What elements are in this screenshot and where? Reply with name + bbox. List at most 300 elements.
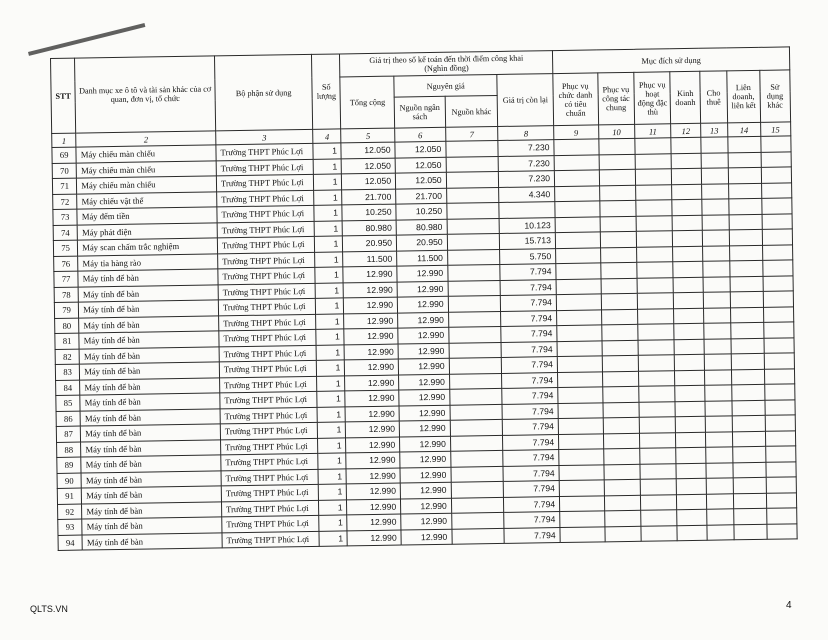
- row-muc-dich-cell: [637, 293, 674, 309]
- row-muc-dich-cell: [639, 417, 676, 433]
- row-quantity: 1: [317, 391, 346, 407]
- row-nguon-ngan-sach: 12.990: [398, 327, 449, 343]
- row-quantity: 1: [314, 174, 343, 190]
- row-muc-dich-cell: [766, 477, 797, 493]
- row-stt: 91: [57, 488, 82, 504]
- row-asset-name: Máy tỉa hàng rào: [78, 253, 218, 271]
- header-so-luong: Số lượng: [312, 54, 342, 129]
- row-muc-dich-cell: [638, 324, 675, 340]
- row-muc-dich-cell: [556, 278, 601, 294]
- column-number: 11: [635, 124, 672, 139]
- row-total: 12.990: [346, 421, 400, 437]
- row-muc-dich-cell: [603, 402, 640, 418]
- row-muc-dich-cell: [731, 307, 764, 323]
- row-total: 12.990: [344, 328, 398, 344]
- row-muc-dich-cell: [701, 152, 729, 168]
- column-number: 5: [341, 128, 395, 143]
- column-number: 13: [700, 123, 728, 137]
- header-gia-tri-con-lai: Giá trị còn lại: [497, 74, 553, 127]
- row-gia-tri-con-lai: 7.794: [500, 264, 556, 280]
- row-muc-dich-cell: [600, 216, 637, 232]
- row-gia-tri-con-lai: 7.794: [502, 357, 558, 373]
- row-department: Trường THPT Phúc Lợi: [219, 345, 316, 362]
- row-stt: 90: [57, 473, 82, 489]
- row-quantity: 1: [313, 143, 342, 159]
- row-nguon-khac: [451, 466, 504, 482]
- row-asset-name: Máy tính để bàn: [79, 331, 219, 349]
- row-muc-dich-cell: [731, 338, 764, 354]
- row-total: 12.990: [346, 437, 400, 453]
- row-muc-dich-cell: [729, 214, 762, 230]
- row-muc-dich-cell: [705, 447, 733, 463]
- row-quantity: 1: [316, 313, 345, 329]
- row-muc-dich-cell: [638, 308, 675, 324]
- row-muc-dich-cell: [677, 525, 707, 541]
- row-muc-dich-cell: [560, 511, 605, 527]
- row-muc-dich-cell: [704, 338, 732, 354]
- row-nguon-khac: [447, 218, 500, 234]
- row-nguon-khac: [446, 187, 499, 203]
- header-gia-tri-title: Giá trị theo sổ kế toán đến thời điểm công khai: [369, 53, 524, 65]
- row-muc-dich-cell: [554, 139, 599, 155]
- row-nguon-ngan-sach: 20.950: [396, 234, 447, 250]
- row-muc-dich-cell: [641, 525, 678, 541]
- row-department: Trường THPT Phúc Lợi: [219, 314, 316, 331]
- row-muc-dich-cell: [674, 308, 704, 324]
- row-muc-dich-cell: [766, 492, 797, 508]
- row-department: Trường THPT Phúc Lợi: [218, 267, 315, 284]
- row-muc-dich-cell: [705, 431, 733, 447]
- row-muc-dich-cell: [637, 246, 674, 262]
- row-quantity: 1: [313, 158, 342, 174]
- row-muc-dich-cell: [733, 477, 766, 493]
- row-department: Trường THPT Phúc Lợi: [220, 407, 317, 424]
- header-md-su-dung-khac: Sử dụng khác: [759, 70, 790, 122]
- row-quantity: 1: [317, 422, 346, 438]
- column-number: 6: [395, 127, 446, 142]
- row-muc-dich-cell: [556, 294, 601, 310]
- row-muc-dich-cell: [601, 309, 638, 325]
- row-stt: 86: [56, 411, 81, 427]
- row-muc-dich-cell: [599, 200, 636, 216]
- row-nguon-ngan-sach: 12.990: [399, 389, 450, 405]
- row-muc-dich-cell: [703, 307, 731, 323]
- row-nguon-ngan-sach: 12.990: [399, 420, 450, 436]
- row-stt: 82: [55, 349, 80, 365]
- row-muc-dich-cell: [730, 260, 763, 276]
- row-muc-dich-cell: [604, 464, 641, 480]
- row-gia-tri-con-lai: 7.794: [503, 465, 559, 481]
- row-muc-dich-cell: [604, 510, 641, 526]
- row-muc-dich-cell: [560, 526, 605, 542]
- row-muc-dich-cell: [677, 494, 707, 510]
- column-number: 10: [598, 124, 635, 139]
- row-muc-dich-cell: [761, 198, 792, 214]
- row-department: Trường THPT Phúc Lợi: [221, 484, 318, 501]
- row-total: 12.990: [347, 514, 401, 530]
- header-danh-muc: Danh mục xe ô tô và tài sản khác của cơ quan, đơn vị, tổ chức: [75, 56, 216, 133]
- row-muc-dich-cell: [673, 230, 703, 246]
- row-gia-tri-con-lai: 7.794: [504, 527, 560, 543]
- row-muc-dich-cell: [765, 461, 796, 477]
- header-md-kinh-doanh: Kinh doanh: [670, 71, 700, 123]
- row-muc-dich-cell: [672, 168, 702, 184]
- row-nguon-khac: [448, 311, 501, 327]
- row-stt: 70: [52, 163, 77, 179]
- row-muc-dich-cell: [675, 401, 705, 417]
- row-nguon-khac: [447, 233, 500, 249]
- row-nguon-khac: [448, 326, 501, 342]
- row-nguon-ngan-sach: 12.050: [395, 172, 446, 188]
- row-quantity: 1: [316, 344, 345, 360]
- row-muc-dich-cell: [602, 355, 639, 371]
- row-stt: 71: [52, 178, 77, 194]
- row-muc-dich-cell: [672, 199, 702, 215]
- row-asset-name: Máy chiếu vật thể: [77, 191, 217, 209]
- row-asset-name: Máy tính để bàn: [79, 346, 219, 364]
- row-stt: 93: [58, 519, 83, 535]
- header-muc-dich-group: Mục đích sử dụng: [552, 47, 789, 74]
- row-muc-dich-cell: [557, 325, 602, 341]
- row-muc-dich-cell: [601, 278, 638, 294]
- row-total: 12.990: [345, 375, 399, 391]
- row-muc-dich-cell: [604, 479, 641, 495]
- row-muc-dich-cell: [640, 479, 677, 495]
- row-nguon-khac: [446, 156, 499, 172]
- row-muc-dich-cell: [732, 384, 765, 400]
- row-total: 12.990: [345, 406, 399, 422]
- header-md-chuc-danh: Phục vụ chức danh có tiêu chuẩn: [553, 73, 598, 126]
- row-asset-name: Máy tính để bàn: [81, 439, 221, 457]
- row-quantity: 1: [314, 236, 343, 252]
- row-quantity: 1: [316, 360, 345, 376]
- row-muc-dich-cell: [706, 509, 734, 525]
- header-md-dac-thu: Phục vụ hoạt động đặc thù: [634, 72, 671, 125]
- row-asset-name: Máy tính để bàn: [81, 455, 221, 473]
- row-gia-tri-con-lai: 10.123: [499, 217, 555, 233]
- row-total: 12.990: [344, 282, 398, 298]
- column-number: 3: [216, 129, 313, 145]
- row-stt: 72: [53, 194, 78, 210]
- row-nguon-ngan-sach: 12.990: [398, 343, 449, 359]
- row-muc-dich-cell: [674, 292, 704, 308]
- row-muc-dich-cell: [673, 277, 703, 293]
- row-department: Trường THPT Phúc Lợi: [219, 329, 316, 346]
- row-total: 12.990: [344, 313, 398, 329]
- row-muc-dich-cell: [706, 493, 734, 509]
- row-asset-name: Máy tính để bàn: [82, 517, 222, 535]
- row-asset-name: Máy tính để bàn: [80, 408, 220, 426]
- row-muc-dich-cell: [600, 247, 637, 263]
- row-quantity: 1: [318, 453, 347, 469]
- row-muc-dich-cell: [734, 524, 767, 540]
- row-quantity: 1: [314, 220, 343, 236]
- row-muc-dich-cell: [728, 152, 761, 168]
- row-nguon-khac: [448, 295, 501, 311]
- header-nguon-khac: Nguồn khác: [445, 95, 498, 127]
- row-muc-dich-cell: [676, 432, 706, 448]
- header-gia-tri-group: [340, 51, 553, 77]
- row-stt: 74: [53, 225, 78, 241]
- row-nguon-ngan-sach: 12.990: [400, 482, 451, 498]
- row-muc-dich-cell: [672, 215, 702, 231]
- row-muc-dich-cell: [559, 464, 604, 480]
- row-quantity: 1: [317, 375, 346, 391]
- row-asset-name: Máy chiếu màn chiếu: [76, 160, 216, 178]
- row-nguon-khac: [446, 140, 499, 156]
- row-nguon-ngan-sach: 12.990: [400, 436, 451, 452]
- row-department: Trường THPT Phúc Lợi: [219, 360, 316, 377]
- footer-page-number: 4: [786, 600, 792, 611]
- row-muc-dich-cell: [558, 418, 603, 434]
- row-muc-dich-cell: [603, 417, 640, 433]
- row-total: 12.050: [342, 158, 396, 174]
- row-department: Trường THPT Phúc Lợi: [222, 531, 319, 548]
- row-muc-dich-cell: [636, 200, 673, 216]
- row-muc-dich-cell: [762, 260, 793, 276]
- row-total: 12.990: [346, 452, 400, 468]
- row-muc-dich-cell: [703, 276, 731, 292]
- row-muc-dich-cell: [555, 232, 600, 248]
- row-muc-dich-cell: [762, 229, 793, 245]
- row-muc-dich-cell: [604, 526, 641, 542]
- row-nguon-khac: [450, 435, 503, 451]
- row-muc-dich-cell: [639, 432, 676, 448]
- row-quantity: 1: [319, 530, 348, 546]
- row-muc-dich-cell: [676, 416, 706, 432]
- row-muc-dich-cell: [732, 400, 765, 416]
- row-asset-name: Máy tính để bàn: [80, 393, 220, 411]
- row-muc-dich-cell: [731, 353, 764, 369]
- row-muc-dich-cell: [559, 480, 604, 496]
- row-nguon-ngan-sach: 12.990: [397, 265, 448, 281]
- row-quantity: 1: [317, 406, 346, 422]
- row-nguon-ngan-sach: 12.990: [399, 374, 450, 390]
- row-muc-dich-cell: [675, 354, 705, 370]
- row-muc-dich-cell: [702, 199, 730, 215]
- row-muc-dich-cell: [765, 430, 796, 446]
- row-muc-dich-cell: [557, 309, 602, 325]
- row-stt: 83: [55, 364, 80, 380]
- row-department: Trường THPT Phúc Lợi: [220, 422, 317, 439]
- row-gia-tri-con-lai: 7.230: [498, 140, 554, 156]
- row-muc-dich-cell: [672, 153, 702, 169]
- row-muc-dich-cell: [763, 291, 794, 307]
- row-muc-dich-cell: [728, 136, 761, 152]
- header-md-cho-thue: Cho thuê: [700, 71, 728, 123]
- row-muc-dich-cell: [640, 448, 677, 464]
- row-asset-name: Máy chiếu màn chiếu: [76, 145, 216, 163]
- header-md-lien-doanh: Liên doanh, liên kết: [727, 70, 760, 123]
- row-muc-dich-cell: [638, 370, 675, 386]
- row-nguon-ngan-sach: 12.990: [400, 467, 451, 483]
- row-gia-tri-con-lai: 7.794: [504, 481, 560, 497]
- row-gia-tri-con-lai: 7.230: [499, 171, 555, 187]
- row-gia-tri-con-lai: 7.794: [504, 512, 560, 528]
- row-muc-dich-cell: [701, 183, 729, 199]
- row-department: Trường THPT Phúc Lợi: [221, 469, 318, 486]
- row-muc-dich-cell: [764, 384, 795, 400]
- row-nguon-ngan-sach: 12.990: [398, 358, 449, 374]
- row-muc-dich-cell: [674, 339, 704, 355]
- row-nguon-khac: [450, 404, 503, 420]
- row-muc-dich-cell: [672, 184, 702, 200]
- row-muc-dich-cell: [729, 229, 762, 245]
- row-quantity: 1: [319, 499, 348, 515]
- row-asset-name: Máy tính để bàn: [80, 377, 220, 395]
- row-muc-dich-cell: [702, 245, 730, 261]
- row-muc-dich-cell: [559, 449, 604, 465]
- row-nguon-khac: [450, 419, 503, 435]
- row-nguon-ngan-sach: 12.050: [395, 141, 446, 157]
- row-muc-dich-cell: [729, 183, 762, 199]
- row-total: 11.500: [343, 251, 397, 267]
- row-muc-dich-cell: [704, 323, 732, 339]
- row-muc-dich-cell: [555, 201, 600, 217]
- row-muc-dich-cell: [674, 323, 704, 339]
- row-total: 10.250: [342, 204, 396, 220]
- row-gia-tri-con-lai: [499, 202, 555, 218]
- row-muc-dich-cell: [556, 263, 601, 279]
- row-muc-dich-cell: [760, 136, 791, 152]
- row-muc-dich-cell: [763, 337, 794, 353]
- row-gia-tri-con-lai: 7.794: [502, 388, 558, 404]
- row-asset-name: Máy tính để bàn: [78, 284, 218, 302]
- row-nguon-khac: [449, 373, 502, 389]
- row-department: Trường THPT Phúc Lợi: [220, 376, 317, 393]
- row-muc-dich-cell: [763, 275, 794, 291]
- row-department: Trường THPT Phúc Lợi: [217, 236, 314, 253]
- row-asset-name: Máy tính để bàn: [81, 424, 221, 442]
- row-muc-dich-cell: [556, 247, 601, 263]
- row-gia-tri-con-lai: 15.713: [500, 233, 556, 249]
- row-asset-name: Máy tính để bàn: [80, 362, 220, 380]
- row-quantity: 1: [315, 267, 344, 283]
- row-department: Trường THPT Phúc Lợi: [220, 438, 317, 455]
- row-muc-dich-cell: [639, 401, 676, 417]
- row-muc-dich-cell: [733, 431, 766, 447]
- row-gia-tri-con-lai: 7.794: [503, 434, 559, 450]
- row-gia-tri-con-lai: 5.750: [500, 248, 556, 264]
- column-number: 7: [445, 126, 498, 141]
- row-muc-dich-cell: [704, 369, 732, 385]
- row-muc-dich-cell: [762, 244, 793, 260]
- row-muc-dich-cell: [675, 385, 705, 401]
- row-nguon-khac: [446, 171, 499, 187]
- row-nguon-khac: [451, 497, 504, 513]
- row-muc-dich-cell: [673, 246, 703, 262]
- row-department: Trường THPT Phúc Lợi: [221, 500, 318, 517]
- row-stt: 87: [56, 426, 81, 442]
- row-total: 20.950: [343, 235, 397, 251]
- row-nguon-ngan-sach: 12.990: [397, 296, 448, 312]
- header-gia-tri-unit: (Nghìn đồng): [424, 63, 469, 74]
- row-muc-dich-cell: [764, 353, 795, 369]
- row-muc-dich-cell: [641, 510, 678, 526]
- row-muc-dich-cell: [602, 371, 639, 387]
- row-total: 21.700: [342, 189, 396, 205]
- row-department: Trường THPT Phúc Lợi: [216, 159, 313, 176]
- row-asset-name: Máy tính để bàn: [82, 501, 222, 519]
- row-stt: 89: [57, 457, 82, 473]
- row-department: Trường THPT Phúc Lợi: [216, 174, 313, 191]
- row-total: 12.990: [347, 499, 401, 515]
- row-muc-dich-cell: [559, 433, 604, 449]
- row-stt: 80: [55, 318, 80, 334]
- row-muc-dich-cell: [676, 463, 706, 479]
- row-muc-dich-cell: [706, 478, 734, 494]
- row-muc-dich-cell: [599, 169, 636, 185]
- row-total: 12.990: [347, 530, 401, 546]
- row-muc-dich-cell: [635, 153, 672, 169]
- row-department: Trường THPT Phúc Lợi: [220, 391, 317, 408]
- column-number: 8: [498, 126, 554, 141]
- row-total: 80.980: [343, 220, 397, 236]
- row-stt: 92: [58, 504, 83, 520]
- row-quantity: 1: [318, 468, 347, 484]
- row-muc-dich-cell: [705, 416, 733, 432]
- row-quantity: 1: [316, 329, 345, 345]
- row-muc-dich-cell: [734, 493, 767, 509]
- row-gia-tri-con-lai: 7.230: [498, 155, 554, 171]
- row-stt: 85: [56, 395, 81, 411]
- row-muc-dich-cell: [675, 370, 705, 386]
- row-gia-tri-con-lai: 7.794: [502, 372, 558, 388]
- row-muc-dich-cell: [763, 322, 794, 338]
- row-gia-tri-con-lai: 7.794: [500, 279, 556, 295]
- row-muc-dich-cell: [676, 447, 706, 463]
- header-md-cong-tac-chung: Phục vụ công tác chung: [597, 72, 634, 125]
- row-muc-dich-cell: [733, 462, 766, 478]
- row-muc-dich-cell: [555, 185, 600, 201]
- row-nguon-ngan-sach: 12.050: [395, 157, 446, 173]
- row-muc-dich-cell: [701, 137, 729, 153]
- row-total: 12.990: [343, 266, 397, 282]
- row-nguon-khac: [450, 450, 503, 466]
- row-asset-name: Máy đếm tiền: [77, 207, 217, 225]
- row-nguon-khac: [448, 280, 501, 296]
- row-muc-dich-cell: [730, 291, 763, 307]
- row-nguon-khac: [449, 342, 502, 358]
- row-nguon-ngan-sach: 12.990: [397, 281, 448, 297]
- row-stt: 69: [52, 147, 77, 163]
- row-stt: 73: [53, 209, 78, 225]
- row-muc-dich-cell: [600, 231, 637, 247]
- row-asset-name: Máy tính để bàn: [82, 486, 222, 504]
- row-muc-dich-cell: [766, 523, 797, 539]
- row-asset-name: Máy chiếu màn chiếu: [77, 176, 217, 194]
- row-nguon-ngan-sach: 12.990: [401, 513, 452, 529]
- row-muc-dich-cell: [598, 138, 635, 154]
- row-muc-dich-cell: [702, 214, 730, 230]
- column-number: 1: [52, 133, 76, 147]
- row-total: 12.990: [346, 468, 400, 484]
- asset-table-sheet: [50, 46, 798, 570]
- row-muc-dich-cell: [636, 231, 673, 247]
- row-muc-dich-cell: [706, 462, 734, 478]
- row-stt: 88: [57, 442, 82, 458]
- row-nguon-khac: [449, 357, 502, 373]
- row-asset-name: Máy tính để bàn: [78, 269, 218, 287]
- row-muc-dich-cell: [558, 402, 603, 418]
- row-quantity: 1: [318, 484, 347, 500]
- header-nguyen-gia: Nguyên giá: [394, 74, 498, 97]
- row-muc-dich-cell: [557, 340, 602, 356]
- row-nguon-khac: [451, 512, 504, 528]
- row-stt: 84: [56, 380, 81, 396]
- row-muc-dich-cell: [559, 495, 604, 511]
- row-nguon-ngan-sach: 80.980: [396, 219, 447, 235]
